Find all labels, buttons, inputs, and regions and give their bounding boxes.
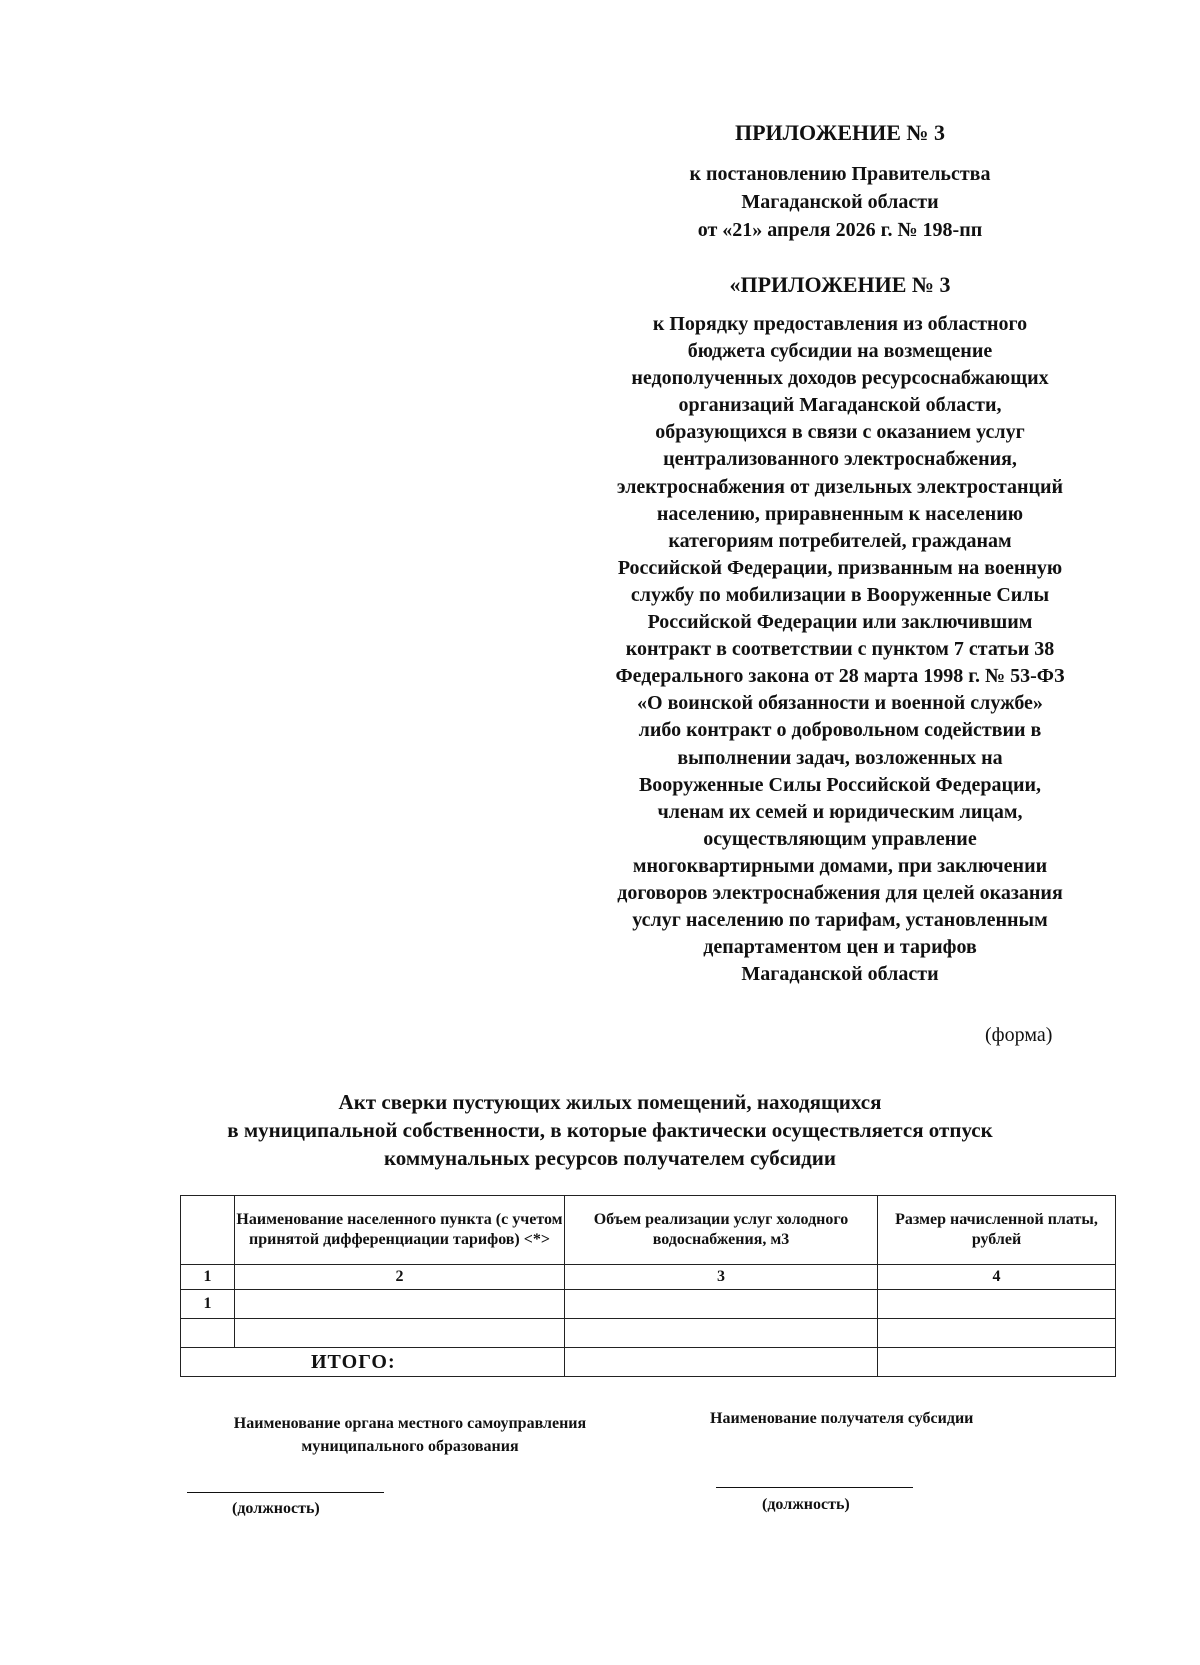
- order-line: категориям потребителей, гражданам: [668, 529, 1012, 552]
- position-caption-left: (должность): [232, 1500, 320, 1517]
- table-cell: [565, 1290, 878, 1319]
- order-appendix-title: «ПРИЛОЖЕНИЕ № 3: [729, 272, 951, 297]
- table-row: [181, 1319, 1116, 1348]
- table-column-numbers-row: [181, 1265, 1116, 1290]
- municipal-authority-line: муниципального образования: [301, 1438, 519, 1455]
- position-caption-right: (должность): [762, 1496, 850, 1513]
- act-title-line: коммунальных ресурсов получателем субсидии: [383, 1146, 837, 1170]
- order-line: либо контракт о добровольном содействии в: [638, 719, 1042, 742]
- table-row: [181, 1290, 1116, 1319]
- order-line: организаций Магаданской области,: [678, 394, 1002, 417]
- order-line: Федерального закона от 28 марта 1998 г. № 53-ФЗ: [615, 665, 1065, 688]
- order-line: бюджета субсидии на возмещение: [687, 340, 993, 363]
- column-number: 1: [181, 1265, 235, 1290]
- municipal-authority-label: [185, 1412, 635, 1458]
- act-title-line: в муниципальной собственности, в которые фактически осуществляется отпуск: [227, 1118, 993, 1142]
- table-cell: [235, 1290, 565, 1319]
- order-reference: [520, 311, 1160, 988]
- order-line: Российской Федерации или заключившим: [647, 611, 1033, 634]
- column-number: 4: [878, 1265, 1116, 1290]
- order-line: выполнении задач, возложенных на: [677, 746, 1003, 769]
- order-line: образующихся в связи с оказанием услуг: [655, 421, 1025, 444]
- order-line: централизованного электроснабжения,: [663, 448, 1017, 471]
- order-line: Вооруженные Силы Российской Федерации,: [638, 773, 1042, 796]
- act-table: [180, 1195, 1116, 1377]
- subsidy-recipient-label: Наименование получателя субсидии: [710, 1410, 974, 1427]
- table-cell: [235, 1319, 565, 1348]
- column-number: 2: [235, 1265, 565, 1290]
- order-line: электроснабжения от дизельных электростанций: [616, 475, 1064, 498]
- table-cell: [878, 1290, 1116, 1319]
- total-label: ИТОГО:: [181, 1348, 565, 1377]
- order-line: недополученных доходов ресурсоснабжающих: [631, 367, 1049, 390]
- header-cell-payment: Размер начисленной платы, рублей: [878, 1196, 1116, 1265]
- order-line: службу по мобилизации в Вооруженные Силы: [630, 583, 1050, 606]
- decree-line: от «21» апреля 2026 г. № 198-пп: [697, 219, 983, 241]
- order-line: Российской Федерации, призванным на военную: [617, 556, 1063, 579]
- table-total-row: [181, 1348, 1116, 1377]
- header-cell-settlement: Наименование населенного пункта (с учетом принятой дифференциации тарифов) <*>: [235, 1196, 565, 1265]
- total-payment-cell: [878, 1348, 1116, 1377]
- order-line: «О воинской обязанности и военной службе»: [637, 692, 1043, 715]
- decree-line: к постановлению Правительства: [689, 163, 991, 185]
- order-line: контракт в соответствии с пунктом 7 статьи 38: [625, 638, 1055, 661]
- table-header-row: [181, 1196, 1116, 1265]
- order-line: членам их семей и юридическим лицам,: [657, 800, 1023, 823]
- order-line: населению, приравненным к населению: [656, 502, 1024, 525]
- table-cell: 1: [181, 1290, 235, 1319]
- order-line: департаментом цен и тарифов: [703, 936, 977, 959]
- municipal-authority-line: Наименование органа местного самоуправления: [233, 1415, 587, 1432]
- table-cell: [878, 1319, 1116, 1348]
- order-line: осуществляющим управление: [703, 827, 977, 850]
- order-line: многоквартирными домами, при заключении: [632, 854, 1048, 877]
- signature-line-right: [716, 1487, 913, 1488]
- signature-line-left: [187, 1492, 384, 1493]
- decree-line: Магаданской области: [741, 191, 939, 213]
- total-volume-cell: [565, 1348, 878, 1377]
- header-cell-number: [181, 1196, 235, 1265]
- table-cell: [565, 1319, 878, 1348]
- decree-reference: [600, 160, 1080, 244]
- order-line: к Порядку предоставления из областного: [652, 313, 1028, 335]
- header-cell-volume: Объем реализации услуг холодного водоснабжения, м3: [565, 1196, 878, 1265]
- act-title: [160, 1088, 1060, 1172]
- appendix-title: ПРИЛОЖЕНИЕ № 3: [734, 120, 946, 145]
- order-line: договоров электроснабжения для целей оказания: [617, 881, 1063, 904]
- act-title-line: Акт сверки пустующих жилых помещений, находящихся: [338, 1090, 882, 1114]
- order-line: Магаданской области: [741, 963, 939, 986]
- column-number: 3: [565, 1265, 878, 1290]
- table-cell: [181, 1319, 235, 1348]
- form-label: (форма): [985, 1024, 1053, 1046]
- order-line: услуг населению по тарифам, установленным: [632, 909, 1048, 932]
